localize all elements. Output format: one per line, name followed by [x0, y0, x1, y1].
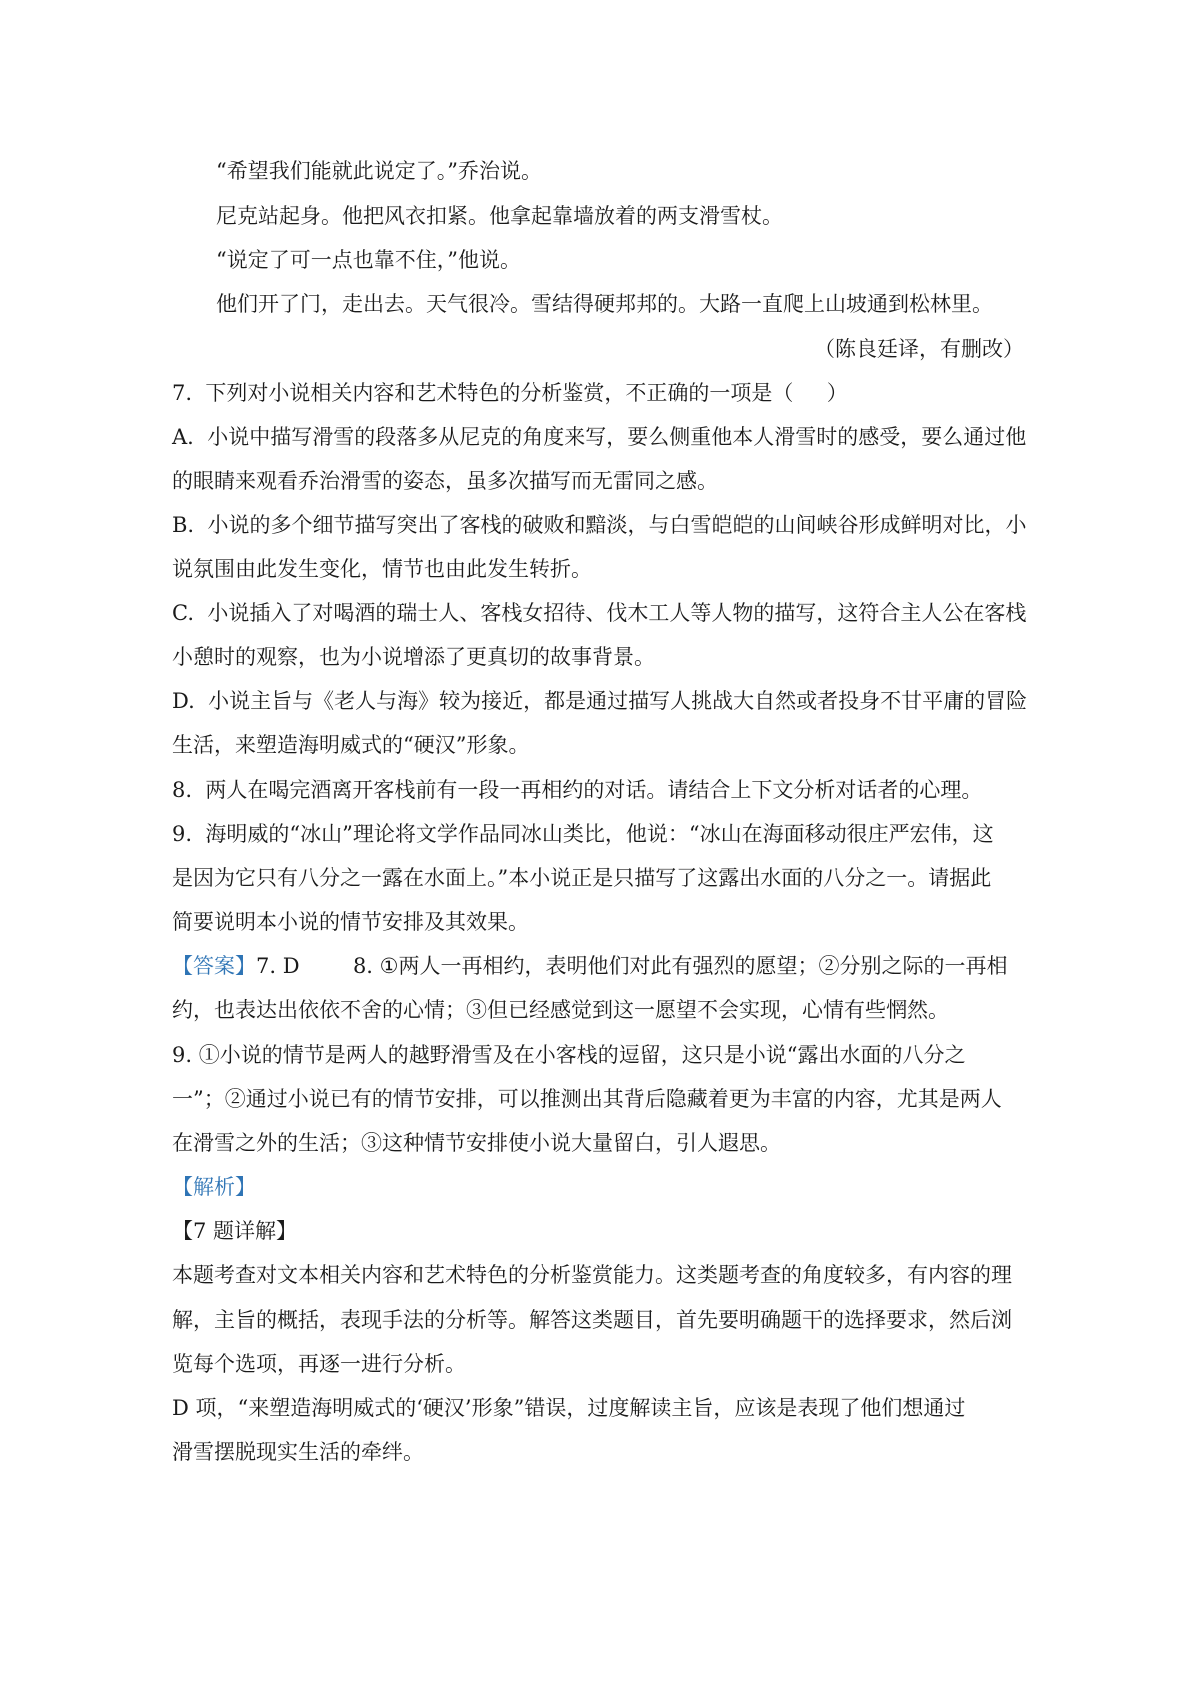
- answer-line: 约，也表达出依依不舍的心情；③但已经感觉到这一愿望不会实现，心情有些惘然。: [172, 998, 949, 1022]
- passage-line: “说定了可一点也靠不住，”他说。: [216, 248, 521, 272]
- question-7-option-d-cont: 生活，来塑造海明威式的“硬汉”形象。: [172, 733, 530, 757]
- question-9: 9. 海明威的“冰山”理论将文学作品同冰山类比，他说：“冰山在海面移动很庄严宏伟，这: [172, 822, 994, 846]
- answer-line: 一”；②通过小说已有的情节安排，可以推测出其背后隐藏着更为丰富的内容，尤其是两人: [172, 1087, 1002, 1111]
- answer-text: 7. D 8. ①两人一再相约，表明他们对此有强烈的愿望；②分别之际的一再相: [256, 954, 1008, 978]
- analysis-paragraph: 本题考查对文本相关内容和艺术特色的分析鉴赏能力。这类题考查的角度较多，有内容的理: [172, 1263, 1012, 1287]
- passage-source: （陈良廷译，有删改）: [814, 337, 1024, 361]
- analysis-paragraph: 览每个选项，再逐一进行分析。: [172, 1352, 466, 1376]
- analysis-paragraph: D 项，“来塑造海明威式的‘硬汉’形象”错误，过度解读主旨，应该是表现了他们想通过: [172, 1396, 966, 1420]
- question-8: 8. 两人在喝完酒离开客栈前有一段一再相约的对话。请结合上下文分析对话者的心理。: [172, 778, 983, 802]
- answer-line: 9. ①小说的情节是两人的越野滑雪及在小客栈的逗留，这只是小说“露出水面的八分之: [172, 1043, 966, 1067]
- analysis-paragraph: 滑雪摆脱现实生活的牵绊。: [172, 1440, 424, 1464]
- question-7-option-d: D. 小说主旨与《老人与海》较为接近，都是通过描写人挑战大自然或者投身不甘平庸的冒险: [172, 689, 1028, 713]
- question-7-option-a: A. 小说中描写滑雪的段落多从尼克的角度来写，要么侧重他本人滑雪时的感受，要么通过他: [172, 425, 1027, 449]
- analysis-paragraph: 解，主旨的概括，表现手法的分析等。解答这类题目，首先要明确题干的选择要求，然后浏: [172, 1308, 1012, 1332]
- question-7-option-c: C. 小说插入了对喝酒的瑞士人、客栈女招待、伐木工人等人物的描写，这符合主人公在客栈: [172, 601, 1027, 625]
- question-7-option-a-cont: 的眼睛来观看乔治滑雪的姿态，虽多次描写而无雷同之感。: [172, 469, 718, 493]
- question-7-option-b-cont: 说氛围由此发生变化，情节也由此发生转折。: [172, 557, 592, 581]
- question-7-option-b: B. 小说的多个细节描写突出了客栈的破败和黯淡，与白雪皑皑的山间峡谷形成鲜明对比，小: [172, 513, 1027, 537]
- answer-label: 【答案】: [172, 954, 256, 978]
- analysis-q7-heading: 【7 题详解】: [172, 1219, 298, 1243]
- question-9-cont: 简要说明本小说的情节安排及其效果。: [172, 910, 529, 934]
- question-7-stem: 7. 下列对小说相关内容和艺术特色的分析鉴赏，不正确的一项是（ ）: [172, 381, 848, 405]
- passage-line: 尼克站起身。他把风衣扣紧。他拿起靠墙放着的两支滑雪杖。: [216, 204, 783, 228]
- answer-line: [172, 951, 1008, 981]
- analysis-label: 【解析】: [172, 1175, 256, 1199]
- passage-line: “希望我们能就此说定了。”乔治说。: [216, 159, 542, 183]
- question-9-cont: 是因为它只有八分之一露在水面上。”本小说正是只描写了这露出水面的八分之一。请据此: [172, 866, 992, 890]
- answer-line: 在滑雪之外的生活；③这种情节安排使小说大量留白，引人遐思。: [172, 1131, 781, 1155]
- question-7-option-c-cont: 小憩时的观察，也为小说增添了更真切的故事背景。: [172, 645, 655, 669]
- passage-line: 他们开了门，走出去。天气很冷。雪结得硬邦邦的。大路一直爬上山坡通到松林里。: [216, 292, 993, 316]
